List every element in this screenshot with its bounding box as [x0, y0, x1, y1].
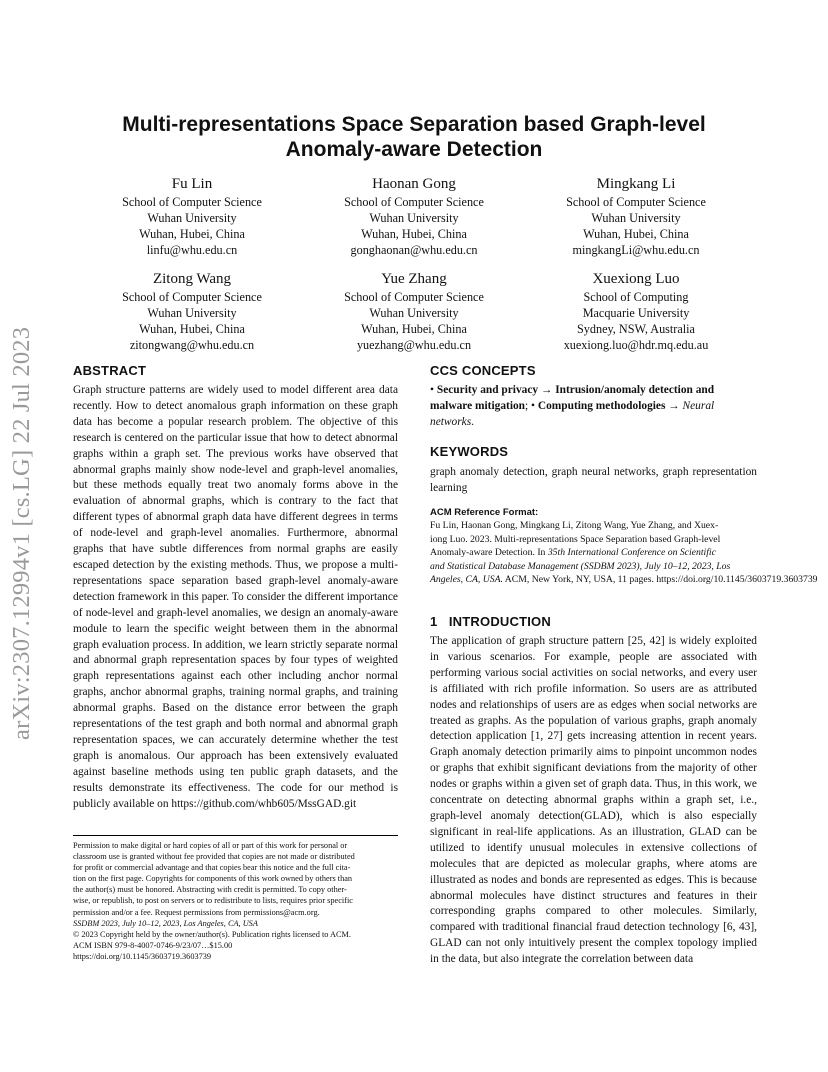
permission-notice — [73, 840, 398, 962]
doi-link[interactable]: https://doi.org/10.1145/3603719.3603739 — [73, 951, 212, 961]
ccs-end: . — [471, 415, 474, 428]
author-email[interactable]: yuezhang@whu.edu.cn — [356, 338, 472, 352]
acm-ref-line: and Statistical Database Management (SSDBM 2023), July 10–12, 2023, Los — [430, 560, 731, 572]
permission-line: classroom use is granted without fee provided that copies are not made or distributed — [73, 852, 355, 862]
permission-line: wise, or republish, to post on servers or to redistribute to lists, requires prior specific — [73, 896, 353, 906]
ccs-item-neural: Neural networks — [430, 399, 715, 428]
author-dept: School of Computer Science — [344, 290, 484, 304]
author-org: Macquarie University — [582, 306, 690, 320]
acm-reference-text — [430, 519, 818, 587]
isbn-line: ACM ISBN 979-8-4007-0746-9/23/07…$15.00 — [73, 940, 233, 950]
section-number: 1 — [430, 614, 438, 629]
acm-ref-line — [430, 546, 757, 560]
abstract-heading: ABSTRACT — [73, 363, 147, 378]
keywords-text: graph anomaly detection, graph neural networks, graph representation learning — [430, 466, 757, 494]
author-block — [304, 174, 524, 258]
author-block — [304, 269, 524, 353]
acm-ref-publisher: ACM, New York, NY, USA, 11 pages. https://doi.org/10.1145/3603719.3603739 — [502, 574, 818, 586]
section-title: INTRODUCTION — [448, 614, 551, 629]
author-org: Wuhan University — [369, 211, 459, 225]
author-location: Wuhan, Hubei, China — [361, 322, 467, 336]
author-name: Zitong Wang — [152, 271, 232, 287]
author-org: Wuhan University — [591, 211, 681, 225]
author-block — [82, 269, 302, 353]
ccs-item-intrusion: Intrusion/anomaly detection and malware mitigation — [430, 384, 715, 412]
permission-line: permission and/or a fee. Request permissions from permissions@acm.org. — [73, 907, 320, 917]
author-dept: School of Computing — [583, 290, 689, 304]
ccs-item-computing: Computing methodologies — [537, 399, 666, 412]
author-org: Wuhan University — [147, 211, 237, 225]
author-block — [82, 174, 302, 258]
author-name: Xuexiong Luo — [592, 271, 680, 287]
author-name: Yue Zhang — [381, 271, 447, 287]
venue-line: SSDBM 2023, July 10–12, 2023, Los Angeles, CA, USA — [73, 918, 258, 928]
ccs-text — [430, 383, 757, 431]
author-dept: School of Computer Science — [344, 195, 484, 209]
author-block — [526, 174, 746, 258]
author-location: Wuhan, Hubei, China — [139, 227, 245, 241]
copyright-line: © 2023 Copyright held by the owner/author(s). Publication rights licensed to ACM. — [73, 929, 351, 939]
author-dept: School of Computer Science — [122, 195, 262, 209]
arrow-icon: → — [540, 384, 553, 396]
title-line-1: Multi-representations Space Separation based Graph-level — [122, 113, 706, 136]
acm-reference-heading: ACM Reference Format: — [430, 507, 539, 518]
author-email[interactable]: linfu@whu.edu.cn — [146, 243, 238, 257]
permission-block — [73, 840, 398, 962]
author-dept: School of Computer Science — [122, 290, 262, 304]
author-email[interactable]: mingkangLi@whu.edu.cn — [572, 243, 700, 257]
keywords-section — [430, 444, 757, 497]
ccs-heading: CCS CONCEPTS — [430, 363, 536, 378]
author-location: Wuhan, Hubei, China — [139, 322, 245, 336]
author-email[interactable]: gonghaonan@whu.edu.cn — [350, 243, 478, 257]
author-location: Wuhan, Hubei, China — [361, 227, 467, 241]
acm-ref-location: Angeles, CA, USA. — [430, 574, 503, 586]
introduction-text: The application of graph structure pattern [25, 42] is widely exploited in various scenarios. For example, people are associated with performing various social activities on social networks, and every user is affiliated with rich profile information. So users are as attributed nodes and relationships of users are as edges when social networks are treated as graphs. As the population of various graphs, graph anomaly detection application [1, 27] gets increasing attention in recent years. Graph anomaly detection primarily aims to pinpoint uncommon nodes or graphs that exhibit significant deviations from the majority of other nodes or graphs within a given set of graph data. Thus, in this work, we concentrate on detecting abnormal graphs within a graph set, i.e., graph-level anomaly detection(GLAD), which is also especially significant in real-life applications. As an illustration, GLAD can be utilized to identify unusual molecules in extensive collections of molecules that are depicted as molecular graphs, where atoms are illustrated as nodes and bonds are represented as edges. This is because abnormal molecules have distinct structures and features in their corresponding graphs compared to other molecules. Similarly, compared with traditional financial fraud detection technology [6, 43], GLAD can not only intuitively present the complex topology implied in the data, but also integrate the correlation between data — [430, 635, 757, 966]
ccs-item-security: Security and privacy — [436, 384, 539, 396]
title-line-2: Anomaly-aware Detection — [285, 138, 543, 161]
permission-line: tion on the first page. Copyrights for components of this work owned by others than — [73, 874, 353, 884]
author-block — [526, 269, 746, 353]
permission-line: the author(s) must be honored. Abstracting with credit is permitted. To copy other- — [73, 885, 347, 895]
arrow-icon: → — [668, 399, 680, 412]
footnote-divider — [73, 835, 398, 836]
acm-ref-line: iong Luo. 2023. Multi-representations Space Separation based Graph-level — [430, 533, 721, 545]
keywords-heading: KEYWORDS — [430, 444, 509, 459]
acm-reference — [430, 507, 818, 587]
permission-line: Permission to make digital or hard copies of all or part of this work for personal or — [73, 841, 348, 850]
acm-ref-line — [430, 573, 818, 587]
arxiv-id: arXiv:2307.12994v1 [cs.LG] 22 Jul 2023 — [8, 326, 35, 740]
acm-ref-conference: 35th International Conference on Scientific — [547, 547, 716, 559]
introduction-section — [430, 614, 757, 968]
ccs-separator: ; • — [525, 399, 536, 412]
author-email[interactable]: xuexiong.luo@hdr.mq.edu.au — [563, 338, 709, 352]
ccs-bullet: • — [430, 384, 434, 396]
permission-line: for profit or commercial advantage and that copies bear this notice and the full cita- — [73, 863, 351, 873]
paper-title — [60, 112, 768, 162]
abstract-text: Graph structure patterns are widely used to model different area data recently. How to detect anomalous graph information on these graph data has become a popular research problem. The objective of this research is centered on the particular issue that how to detect abnormal graphs within a graph set. The previous works have observed that abnormal graphs mainly show node-level and graph-level anomalies, but these methods equally treat two anomaly forms above in the evaluation of abnormal graphs, which is contrary to the fact that different types of abnormal graph data have different degrees in terms of node-level and graph-level anomalies. Furthermore, abnormal graphs that have subtle differences from normal graphs are easily escaped detection by the existing methods. Thus, we propose a multi-representations space separation based graph-level anomaly-aware detection framework in this paper. To consider the different importance of node-level and graph-level anomalies, we design an anomaly-aware module to learn the specific weight between them in the abnormal graph evaluation process. In addition, we learn strictly separate normal and abnormal graph representation spaces by four types of weighted graph representations against each other including anchor normal graphs, anchor abnormal graphs, training normal graphs, and training abnormal graphs. Based on the distance error between the graph representations of the test graph and both normal and abnormal graph representation spaces, we can accurately determine whether the test graph is anomalous. Our approach has been extensively evaluated against baseline methods using ten public graph datasets, and the results demonstrate its effectiveness. The code for our method is publicly available on https://github.com/whb605/MssGAD.git — [73, 384, 398, 810]
author-name: Mingkang Li — [596, 176, 676, 192]
ccs-section — [430, 363, 757, 431]
author-org: Wuhan University — [369, 306, 459, 320]
author-name: Haonan Gong — [372, 176, 456, 192]
author-location: Wuhan, Hubei, China — [583, 227, 689, 241]
author-dept: School of Computer Science — [566, 195, 706, 209]
introduction-heading — [430, 614, 757, 629]
abstract-section — [73, 363, 398, 812]
author-name: Fu Lin — [171, 176, 213, 192]
acm-ref-plain: Anomaly-aware Detection. In — [430, 547, 548, 559]
acm-ref-line: Fu Lin, Haonan Gong, Mingkang Li, Zitong Wang, Yue Zhang, and Xuex- — [430, 520, 719, 531]
author-location: Sydney, NSW, Australia — [577, 322, 695, 336]
author-email[interactable]: zitongwang@whu.edu.cn — [129, 338, 255, 352]
author-org: Wuhan University — [147, 306, 237, 320]
